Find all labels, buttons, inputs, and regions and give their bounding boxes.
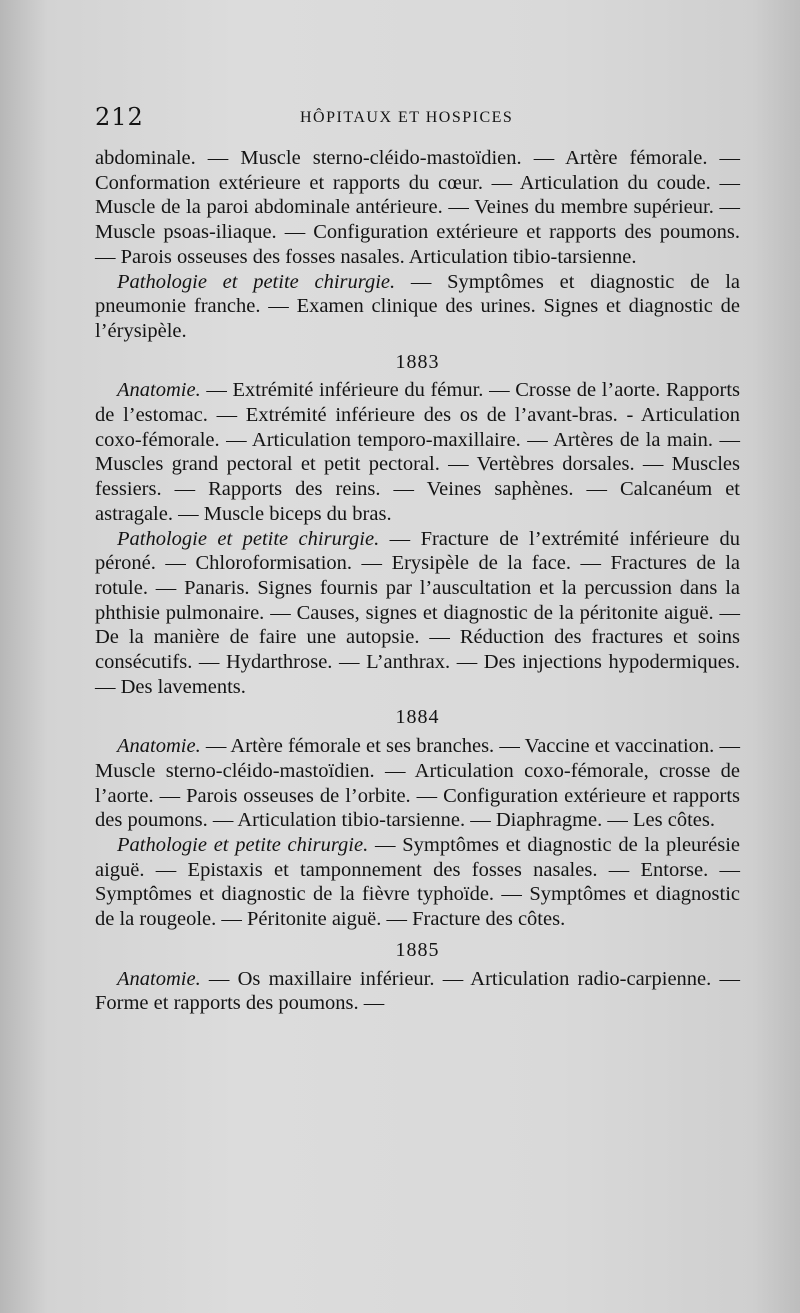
paragraph-anatomie xyxy=(95,378,740,526)
running-head: HÔPITAUX ET HOSPICES xyxy=(300,109,514,126)
paragraph-anatomie-continued xyxy=(95,146,740,270)
paragraph-anatomie xyxy=(95,967,740,1016)
page-number: 212 xyxy=(95,103,144,131)
year-heading-1884: 1884 xyxy=(395,706,440,729)
paragraph-text: abdominale. — Muscle sterno-cléido-mastoïdien. — Artère fémorale. — Conformation extérieure et rapports du cœur. — Articulation du coude. — Muscle de la paroi abdominale antérieure. — Veines du membre supérieur. — Muscle psoas-iliaque. — Configuration extérieure et rapports des poumons. — Parois osseuses des fosses nasales. Articulation tibio-tarsienne. xyxy=(95,147,740,268)
paragraph-text: — Symptômes et diagnostic de la pleurésie aiguë. — Epistaxis et tamponnement des fosses nasales. — Entorse. — Symptômes et diagnostic de la fièvre typhoïde. — Symptômes et diagnostic de la rougeole. — Péritonite aiguë. — Fracture des côtes. xyxy=(95,833,740,931)
page-header xyxy=(95,103,745,133)
year-heading-1883: 1883 xyxy=(395,350,440,373)
paragraph-text: — Os maxillaire inférieur. — Articulation radio-carpienne. — Forme et rapports des poumons. — xyxy=(95,967,740,1015)
paragraph-text: — Artère fémorale et ses branches. — Vaccine et vaccination. — Muscle sterno-cléido-mastoïdien. — Articulation coxo-fémorale, crosse de l’aorte. — Parois osseuses de l’orbite. — Configuration extérieure et rapports des poumons. — Articulation tibio-tarsienne. — Diaphragme. — Les côtes. xyxy=(95,735,740,832)
section-lead: Pathologie et petite chirurgie. xyxy=(117,270,396,293)
paragraph-text: — Symptômes et diagnostic de la pneumonie franche. — Examen clinique des urines. Signes et diagnostic de l’érysipèle. xyxy=(95,270,740,342)
section-lead: Anatomie. xyxy=(117,379,201,402)
year-heading-1885: 1885 xyxy=(395,938,440,961)
paragraph-pathologie xyxy=(95,833,740,932)
page-body xyxy=(95,146,740,1016)
section-lead: Pathologie et petite chirurgie. xyxy=(117,527,380,550)
paragraph-anatomie xyxy=(95,734,740,833)
section-lead: Anatomie. xyxy=(117,735,201,758)
paragraph-text: — Extrémité inférieure du fémur. — Crosse de l’aorte. Rapports de l’estomac. — Extrémité inférieure des os de l’avant-bras. - Articulation coxo-fémorale. — Articulation temporo-maxillaire. — Artères de la main. — Muscles grand pectoral et petit pectoral. — Vertèbres dorsales. — Muscles fessiers. — Rapports des reins. — Veines saphènes. — Calcanéum et astragale. — Muscle biceps du bras. xyxy=(95,379,740,525)
section-lead: Pathologie et petite chirurgie. xyxy=(117,833,369,856)
paragraph-pathologie xyxy=(95,270,740,344)
paragraph-pathologie xyxy=(95,527,740,700)
paragraph-text: — Fracture de l’extrémité inférieure du péroné. — Chloroformisation. — Erysipèle de la face. — Fractures de la rotule. — Panaris. Signes fournis par l’auscultation et la percussion dans la phthisie pulmonaire. — Causes, signes et diagnostic de la péritonite aiguë. — De la manière de faire une autopsie. — Réduction des fractures et soins consécutifs. — Hydarthrose. — L’anthrax. — Des injections hypodermiques. — Des lavements. xyxy=(95,527,740,698)
section-lead: Anatomie. xyxy=(117,967,201,990)
